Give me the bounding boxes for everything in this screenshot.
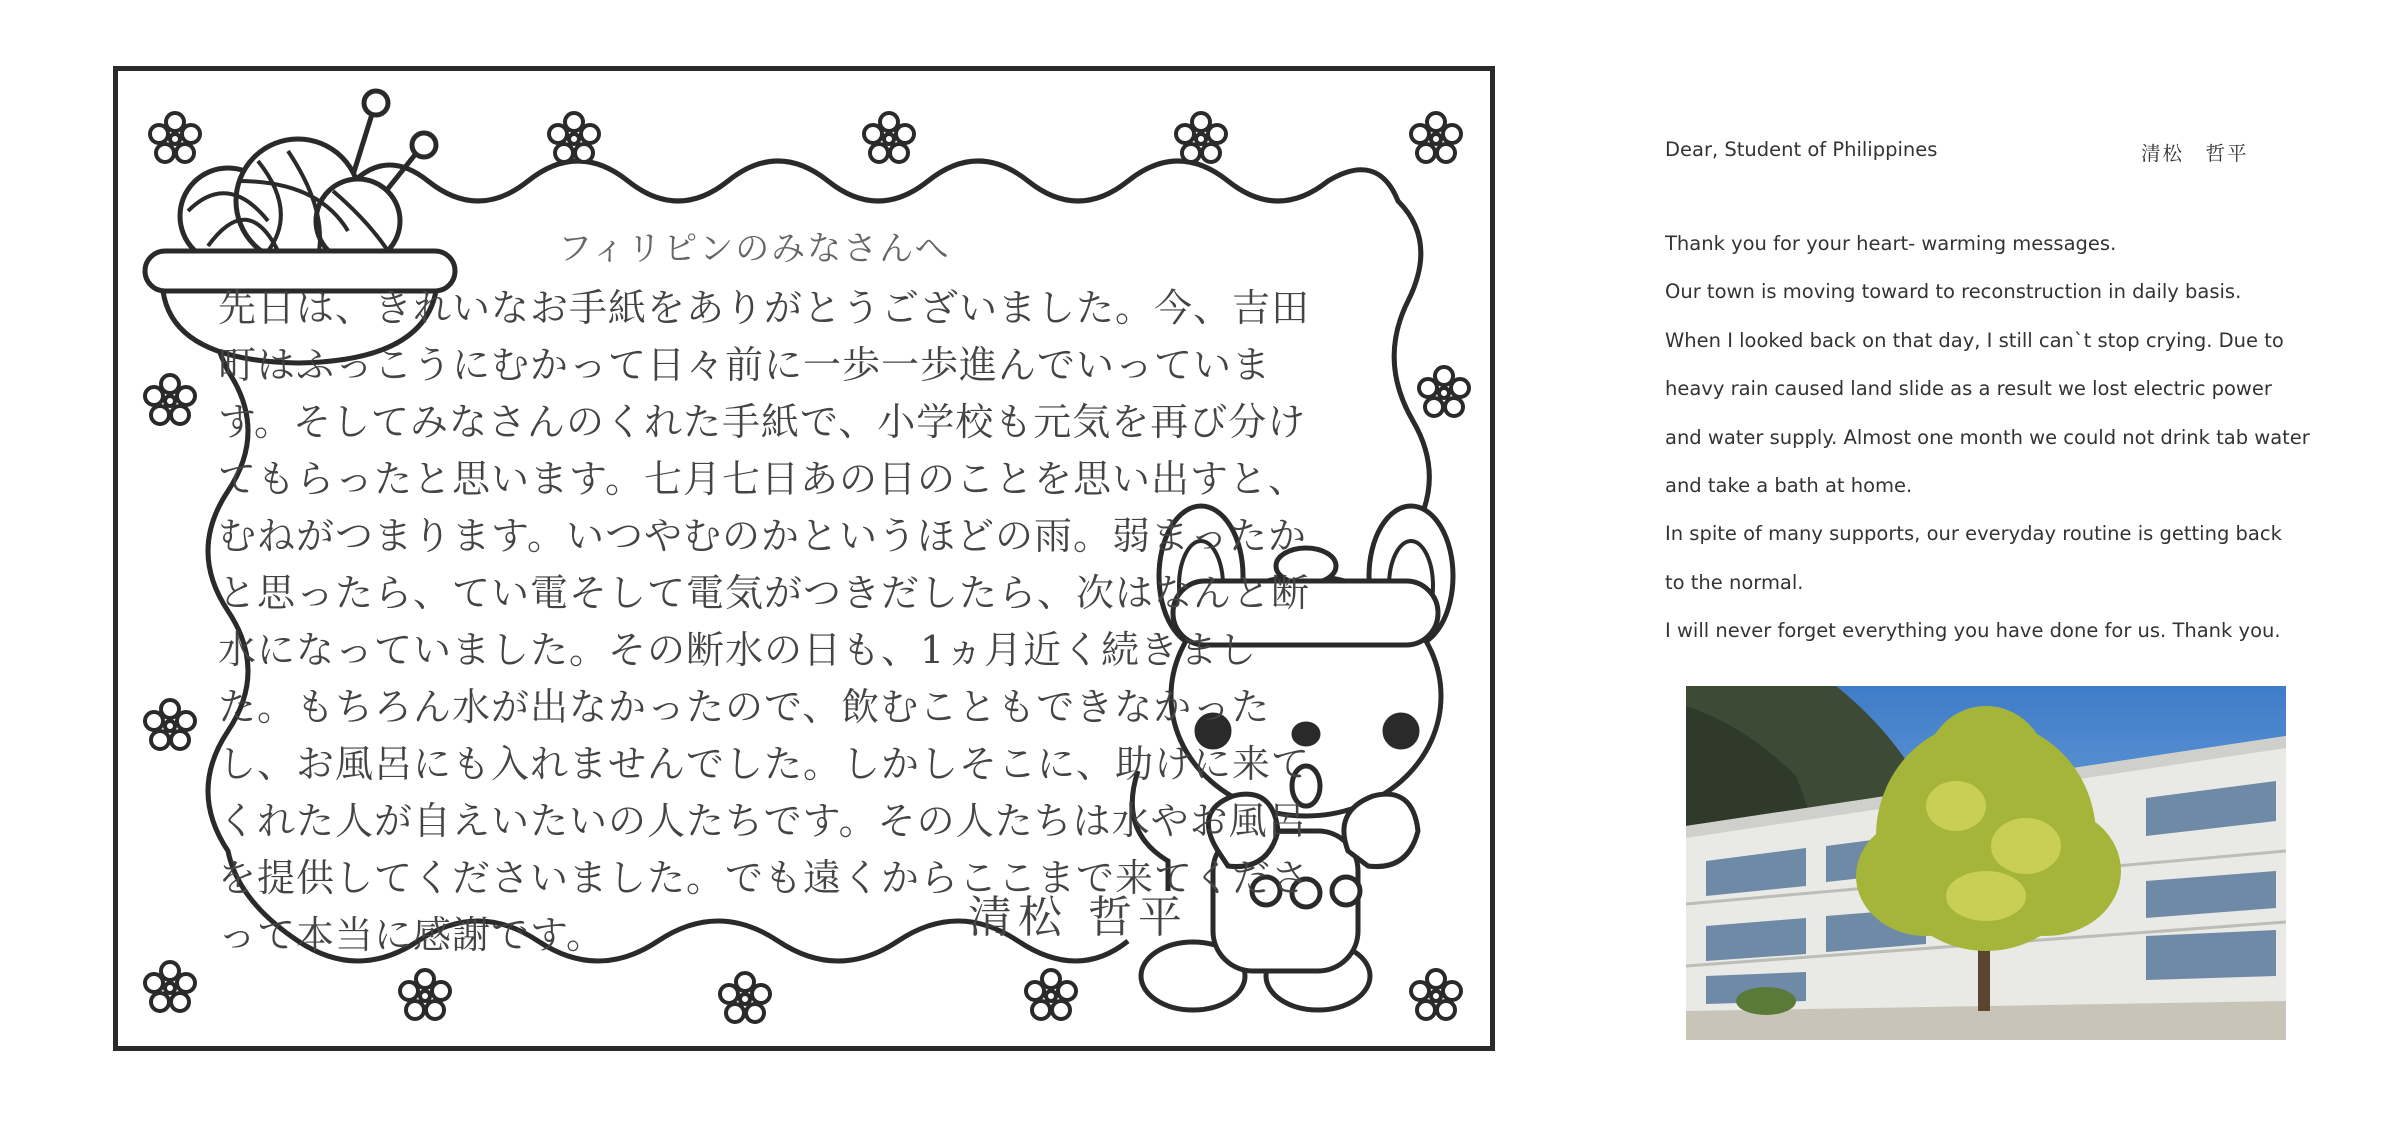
letter-body: 先日は、きれいなお手紙をありがとうございました。今、吉田町はふっこうにむかって日々前に一歩一歩進んでいっています。そしてみなさんのくれた手紙で、小学校も元気を再び分けてもらったと思います。七月七日あの日のことを思い出すと、むねがつまります。いつやむのかというほどの雨。弱まったかと思ったら、てい電そして電気がつきだしたら、次はなんと断水になっていました。その断水の日も、1ヵ月近く続きました。もちろん水が出なかったので、飲むこともできなかったし、お風呂にも入れませんでした。しかしそこに、助けに来てくれた人が自えいたいの人たちです。その人たちは水やお風呂を提供してくださいました。でも遠くからここまで来てくださって本当に感謝です。 bbox=[218, 286, 1311, 957]
translation-line: In spite of many supports, our everyday routine is getting back bbox=[1665, 522, 2282, 546]
translation-line: to the normal. bbox=[1665, 570, 1804, 594]
flower-icon bbox=[150, 113, 200, 162]
flower-icon bbox=[1176, 113, 1226, 162]
flower-icon bbox=[549, 113, 599, 162]
school-photo bbox=[1686, 686, 2286, 1040]
flower-icon bbox=[1411, 113, 1461, 162]
translation-line: Our town is moving toward to reconstruction in daily basis. bbox=[1665, 280, 2242, 304]
translation-line: and take a bath at home. bbox=[1665, 474, 1913, 498]
flower-icon bbox=[145, 700, 195, 749]
flower-icon bbox=[1411, 970, 1461, 1019]
flower-icon bbox=[145, 962, 195, 1011]
translation-line: heavy rain caused land slide as a result we lost electric power bbox=[1665, 377, 2272, 401]
translation-line: Thank you for your heart- warming messages. bbox=[1665, 232, 2117, 255]
flower-icon bbox=[864, 113, 914, 162]
author-name: 清松 哲平 bbox=[2141, 142, 2249, 165]
flower-icon bbox=[400, 970, 450, 1019]
handwritten-text bbox=[218, 221, 1498, 964]
english-translation bbox=[1665, 130, 2315, 656]
translation-line: and water supply. Almost one month we could not drink tab water bbox=[1665, 425, 2310, 449]
salutation-row bbox=[1665, 130, 2315, 170]
letter-greeting: フィリピンのみなさんへ bbox=[558, 229, 951, 269]
translation-line: When I looked back on that day, I still can`t stop crying. Due to bbox=[1665, 328, 2284, 352]
flower-icon bbox=[720, 973, 770, 1022]
handwritten-letter bbox=[113, 66, 1495, 1051]
flower-icon bbox=[145, 375, 195, 424]
flower-icon bbox=[1026, 970, 1076, 1019]
letter-signature: 清松 哲平 bbox=[968, 892, 1188, 943]
salutation: Dear, Student of Philippines bbox=[1665, 138, 1938, 161]
school-photo-image bbox=[1686, 686, 2286, 1040]
translation-line: I will never forget everything you have done for us. Thank you. bbox=[1665, 619, 2281, 643]
